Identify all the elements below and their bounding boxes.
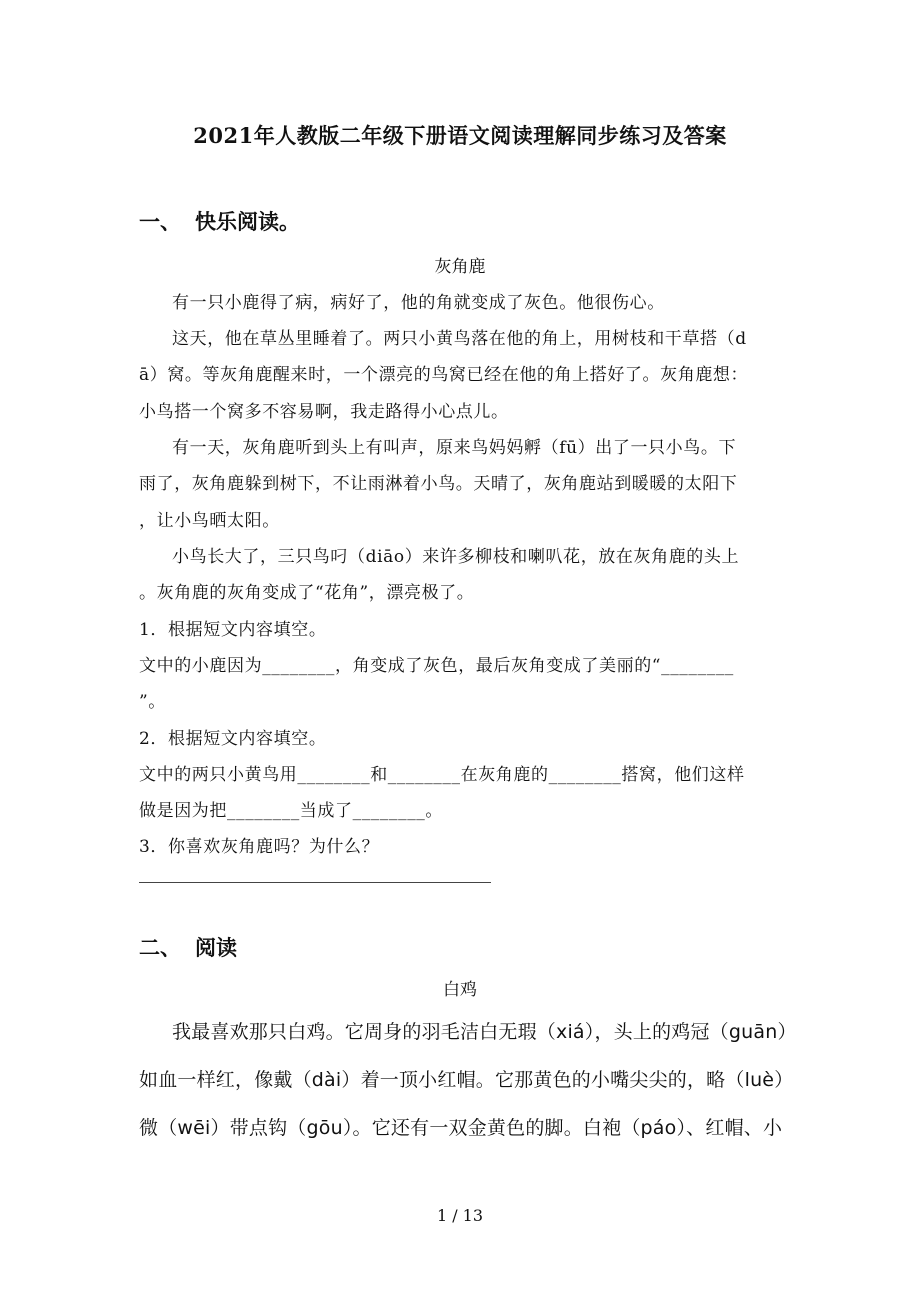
answer-line xyxy=(139,882,491,883)
question-1-prompt: 1．根据短文内容填空。 xyxy=(139,620,327,640)
section-2-heading xyxy=(139,932,237,962)
story-1-line: 这天，他在草丛里睡着了。两只小黄鸟落在他的角上，用树枝和干草搭（d xyxy=(172,329,747,349)
story-1-line: 雨了，灰角鹿躲到树下，不让雨淋着小鸟。天晴了，灰角鹿站到暖暖的太阳下 xyxy=(139,474,738,494)
section-1-heading xyxy=(139,206,300,236)
section-2-number: 二、 xyxy=(139,935,181,960)
question-1-blank-line: ”。 xyxy=(139,692,166,712)
question-2-prompt: 2．根据短文内容填空。 xyxy=(139,729,327,749)
section-2-title: 阅读 xyxy=(195,935,237,960)
story-1-line: 有一天，灰角鹿听到头上有叫声，原来鸟妈妈孵（fū）出了一只小鸟。下 xyxy=(172,438,737,458)
page-number: 1 / 13 xyxy=(436,1206,484,1225)
question-2-blank-line: 做是因为把________当成了________。 xyxy=(139,801,443,821)
story-1-title: 灰角鹿 xyxy=(434,257,486,277)
story-1-line: 小鸟长大了，三只鸟叼（diāo）来许多柳枝和喇叭花，放在灰角鹿的头上 xyxy=(172,547,740,567)
story-1-line: ，让小鸟晒太阳。 xyxy=(139,511,280,531)
story-1-line: ā）窝。等灰角鹿醒来时，一个漂亮的鸟窝已经在他的角上搭好了。灰角鹿想： xyxy=(139,365,749,385)
story-2-line: 如血一样红，像戴（dài）着一顶小红帽。它那黄色的小嘴尖尖的，略（luè） xyxy=(139,1069,794,1091)
story-2-line: 微（wēi）带点钩（gōu）。它还有一双金黄色的脚。白袍（páo）、红帽、小 xyxy=(139,1117,783,1139)
story-1-line: 小鸟搭一个窝多不容易啊，我走路得小心点儿。 xyxy=(139,402,509,422)
question-1-blank-line: 文中的小鹿因为________，角变成了灰色，最后灰角变成了美丽的“________ xyxy=(139,656,734,676)
document-title: 2021年人教版二年级下册语文阅读理解同步练习及答案 xyxy=(193,123,727,148)
story-1-line: 有一只小鹿得了病，病好了，他的角就变成了灰色。他很伤心。 xyxy=(172,293,665,313)
section-1-title: 快乐阅读。 xyxy=(195,209,300,234)
question-3-prompt: 3．你喜欢灰角鹿吗？为什么？ xyxy=(139,837,380,857)
section-1-number: 一、 xyxy=(139,209,181,234)
story-2-line: 我最喜欢那只白鸡。它周身的羽毛洁白无瑕（xiá），头上的鸡冠（guān） xyxy=(172,1021,797,1043)
story-1-line: 。灰角鹿的灰角变成了“花角”，漂亮极了。 xyxy=(139,583,475,603)
story-2-title: 白鸡 xyxy=(443,980,477,1000)
question-2-blank-line: 文中的两只小黄鸟用________和________在灰角鹿的________搭窝，他们这样 xyxy=(139,765,745,785)
